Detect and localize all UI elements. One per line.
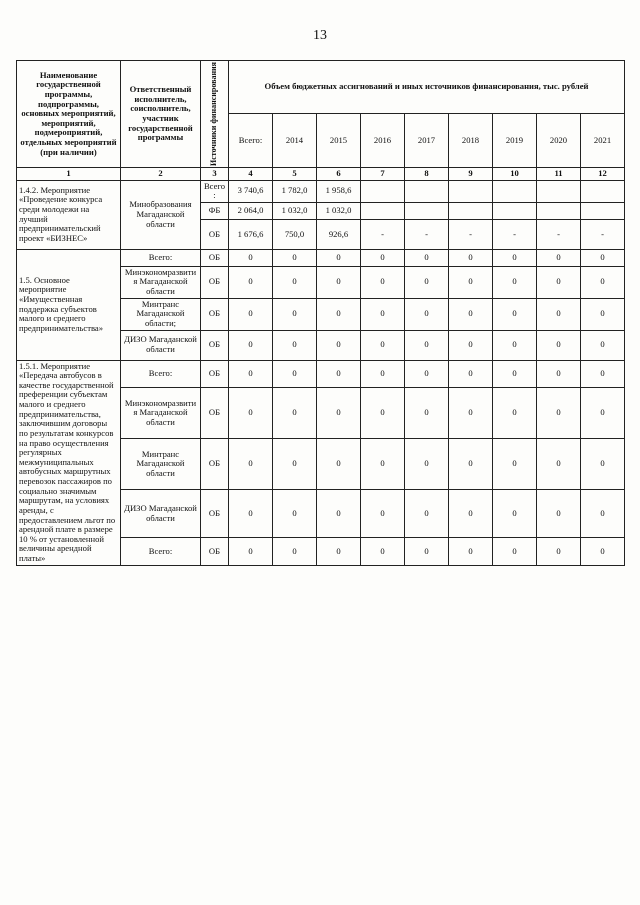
value-cell: 1 958,6 (317, 180, 361, 202)
value-cell: - (405, 219, 449, 249)
header-responsible: Ответственный исполнитель, соисполнитель, участник государственной программы (121, 61, 201, 168)
row-source: ОБ (201, 249, 229, 266)
value-cell: 0 (405, 439, 449, 490)
column-index: 4 (229, 167, 273, 180)
value-cell: 0 (581, 439, 625, 490)
row-source: ОБ (201, 298, 229, 330)
table-row (17, 249, 625, 266)
value-cell: 0 (229, 387, 273, 438)
value-cell: 0 (317, 538, 361, 565)
value-cell (449, 202, 493, 219)
row-source: ФБ (201, 202, 229, 219)
value-cell: 0 (229, 490, 273, 538)
row-responsible: Минтранс Магаданской области; (121, 298, 201, 330)
header-volume: Объем бюджетных ассигнований и иных источников финансирования, тыс. рублей (229, 61, 625, 114)
column-index: 2 (121, 167, 201, 180)
row-responsible: ДИЗО Магаданской области (121, 330, 201, 360)
header-year: 2016 (361, 114, 405, 168)
value-cell (537, 202, 581, 219)
value-cell: 0 (537, 538, 581, 565)
value-cell: 0 (317, 387, 361, 438)
value-cell: 0 (449, 490, 493, 538)
value-cell (493, 180, 537, 202)
value-cell: 0 (405, 490, 449, 538)
value-cell: 3 740,6 (229, 180, 273, 202)
value-cell: 0 (273, 439, 317, 490)
row-name-1-5-1: 1.5.1. Мероприятие «Передача автобусов в качестве государственной преференции субъектам малого и среднего предпринимательства, заключившим договоры по результатам конкурсов на право осуществления регулярных межмуниципальных автобусных маршрутных перевозок пассажиров по социально значимым маршрутам, на условиях аренды, с предоставлением льгот по арендной плате в размере 10 % от установленной величины арендной платы» (17, 360, 121, 565)
value-cell: 0 (537, 330, 581, 360)
financing-table (16, 60, 625, 566)
value-cell: 0 (317, 249, 361, 266)
value-cell: 0 (361, 538, 405, 565)
value-cell: 0 (405, 266, 449, 298)
value-cell: 0 (317, 330, 361, 360)
value-cell: 0 (449, 330, 493, 360)
value-cell: - (581, 219, 625, 249)
value-cell: 0 (449, 298, 493, 330)
value-cell: 0 (361, 298, 405, 330)
value-cell: 0 (229, 249, 273, 266)
row-source: ОБ (201, 330, 229, 360)
value-cell: 0 (493, 538, 537, 565)
value-cell: - (361, 219, 405, 249)
value-cell: 0 (361, 387, 405, 438)
row-name-1-5: 1.5. Основное мероприятие «Имущественная поддержка субъектов малого и среднего предпринимательства» (17, 249, 121, 360)
value-cell: 0 (537, 439, 581, 490)
value-cell: 0 (317, 360, 361, 387)
value-cell: 0 (317, 266, 361, 298)
value-cell: 0 (361, 360, 405, 387)
header-year: 2018 (449, 114, 493, 168)
value-cell: 750,0 (273, 219, 317, 249)
value-cell: 0 (493, 490, 537, 538)
row-responsible: Всего: (121, 360, 201, 387)
row-responsible: Всего: (121, 538, 201, 565)
value-cell: 0 (581, 387, 625, 438)
column-index: 10 (493, 167, 537, 180)
row-responsible: Минэкономразвития Магаданской области (121, 266, 201, 298)
value-cell: 0 (229, 360, 273, 387)
value-cell: 0 (537, 298, 581, 330)
row-source: ОБ (201, 538, 229, 565)
row-responsible: Всего: (121, 249, 201, 266)
header-row-1 (17, 61, 625, 114)
value-cell: 0 (449, 266, 493, 298)
row-source: ОБ (201, 387, 229, 438)
value-cell: - (493, 219, 537, 249)
row-name-1-4-2: 1.4.2. Мероприятие «Проведение конкурса среди молодежи на лучший предпринимательский проект «БИЗНЕС» (17, 180, 121, 249)
value-cell (405, 202, 449, 219)
row-source: ОБ (201, 219, 229, 249)
column-index: 9 (449, 167, 493, 180)
value-cell: 0 (273, 249, 317, 266)
value-cell: 0 (361, 330, 405, 360)
value-cell: 0 (317, 439, 361, 490)
value-cell: 0 (229, 538, 273, 565)
value-cell: 0 (229, 439, 273, 490)
value-cell: 1 676,6 (229, 219, 273, 249)
value-cell: 0 (493, 249, 537, 266)
value-cell: 0 (361, 266, 405, 298)
value-cell: 0 (581, 266, 625, 298)
value-cell: 0 (273, 538, 317, 565)
value-cell: 0 (493, 298, 537, 330)
value-cell: 0 (405, 298, 449, 330)
table-row (17, 360, 625, 387)
value-cell: 1 782,0 (273, 180, 317, 202)
value-cell: 0 (493, 330, 537, 360)
value-cell: 0 (229, 266, 273, 298)
row-source: ОБ (201, 266, 229, 298)
value-cell (581, 202, 625, 219)
value-cell: 0 (405, 360, 449, 387)
value-cell: 0 (405, 330, 449, 360)
value-cell (361, 180, 405, 202)
table-row (17, 180, 625, 202)
header-year: 2015 (317, 114, 361, 168)
row-responsible: Минтранс Магаданской области (121, 439, 201, 490)
row-responsible: ДИЗО Магаданской области (121, 490, 201, 538)
value-cell (537, 180, 581, 202)
value-cell: 0 (581, 490, 625, 538)
value-cell: 0 (273, 330, 317, 360)
value-cell: 0 (273, 360, 317, 387)
page-number: 13 (313, 28, 327, 43)
value-cell: 0 (581, 330, 625, 360)
value-cell: 0 (361, 439, 405, 490)
header-source-label: Источники финансирования (209, 62, 219, 166)
value-cell: 0 (229, 330, 273, 360)
column-index: 7 (361, 167, 405, 180)
value-cell: 2 064,0 (229, 202, 273, 219)
value-cell: 0 (273, 298, 317, 330)
value-cell: 0 (537, 249, 581, 266)
header-year: 2020 (537, 114, 581, 168)
value-cell: 0 (537, 387, 581, 438)
row-source: ОБ (201, 360, 229, 387)
header-year: 2017 (405, 114, 449, 168)
header-source (201, 61, 229, 168)
value-cell: 0 (273, 266, 317, 298)
value-cell: 0 (361, 249, 405, 266)
value-cell: 0 (493, 387, 537, 438)
value-cell: - (537, 219, 581, 249)
value-cell: 0 (229, 298, 273, 330)
row-responsible: Минэкономразвития Магаданской области (121, 387, 201, 438)
value-cell: 0 (581, 538, 625, 565)
value-cell: 0 (361, 490, 405, 538)
value-cell (405, 180, 449, 202)
value-cell: 0 (273, 490, 317, 538)
value-cell: 0 (405, 387, 449, 438)
value-cell: 0 (537, 490, 581, 538)
column-index: 1 (17, 167, 121, 180)
column-index-row (17, 167, 625, 180)
value-cell: 0 (273, 387, 317, 438)
column-index: 8 (405, 167, 449, 180)
value-cell: 0 (449, 249, 493, 266)
value-cell: 926,6 (317, 219, 361, 249)
value-cell: - (449, 219, 493, 249)
value-cell: 1 032,0 (317, 202, 361, 219)
header-name: Наименование государственной программы, подпрограммы, основных мероприятий, мероприятий, подмероприятий, отдельных мероприятий (при наличии) (17, 61, 121, 168)
value-cell (449, 180, 493, 202)
value-cell (493, 202, 537, 219)
value-cell: 0 (449, 538, 493, 565)
value-cell: 0 (317, 298, 361, 330)
column-index: 6 (317, 167, 361, 180)
value-cell (361, 202, 405, 219)
column-index: 12 (581, 167, 625, 180)
value-cell: 0 (405, 249, 449, 266)
value-cell: 0 (581, 298, 625, 330)
value-cell (581, 180, 625, 202)
value-cell: 0 (537, 360, 581, 387)
value-cell: 0 (405, 538, 449, 565)
value-cell: 0 (581, 249, 625, 266)
value-cell: 0 (449, 439, 493, 490)
header-total: Всего: (229, 114, 273, 168)
value-cell: 1 032,0 (273, 202, 317, 219)
value-cell: 0 (537, 266, 581, 298)
row-source: ОБ (201, 490, 229, 538)
value-cell: 0 (493, 360, 537, 387)
header-year: 2014 (273, 114, 317, 168)
value-cell: 0 (317, 490, 361, 538)
value-cell: 0 (493, 439, 537, 490)
row-source: Всего: (201, 180, 229, 202)
value-cell: 0 (449, 360, 493, 387)
row-source: ОБ (201, 439, 229, 490)
value-cell: 0 (449, 387, 493, 438)
header-year: 2021 (581, 114, 625, 168)
column-index: 5 (273, 167, 317, 180)
row-responsible: Минобразования Магаданской области (121, 180, 201, 249)
value-cell: 0 (581, 360, 625, 387)
value-cell: 0 (493, 266, 537, 298)
header-year: 2019 (493, 114, 537, 168)
column-index: 11 (537, 167, 581, 180)
column-index: 3 (201, 167, 229, 180)
